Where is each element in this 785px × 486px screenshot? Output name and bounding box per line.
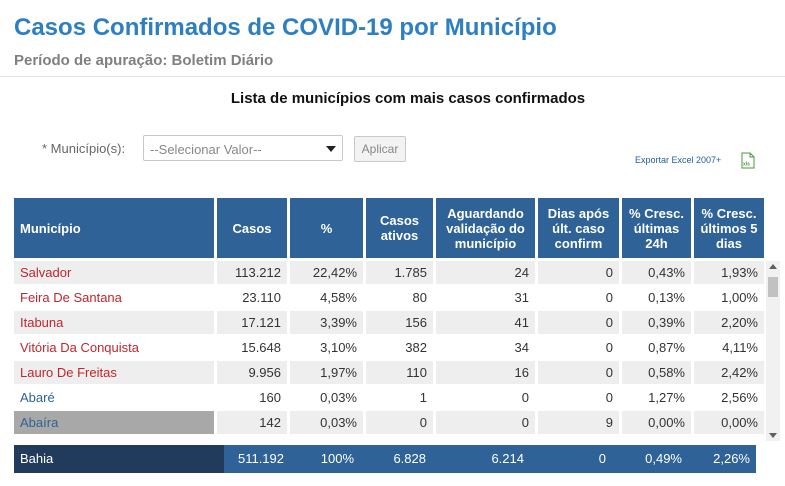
cell-aguardando: 24 xyxy=(436,261,535,284)
cell-casos-ativos: 382 xyxy=(366,336,433,359)
municipio-select-value: --Selecionar Valor-- xyxy=(150,142,262,157)
column-header-casos: Casos xyxy=(217,198,287,258)
total-casos: 511.192 xyxy=(237,451,284,466)
cell-aguardando: 41 xyxy=(436,311,535,334)
cell-aguardando: 16 xyxy=(436,361,535,384)
cell-casos: 113.212 xyxy=(217,261,287,284)
cell-percent: 3,39% xyxy=(290,311,363,334)
total-cresc-5d: 2,26% xyxy=(713,451,750,466)
header-divider xyxy=(0,76,785,77)
total-percent: 100% xyxy=(320,451,354,466)
column-header-cresc-5d: % Cresc. últimos 5 dias xyxy=(694,198,764,258)
cell-cresc-5d: 1,93% xyxy=(694,261,764,284)
cell-cresc-5d: 2,20% xyxy=(694,311,764,334)
municipio-name-cell[interactable]: Feira De Santana xyxy=(14,286,214,309)
cell-casos: 9.956 xyxy=(217,361,287,384)
page-subtitle: Período de apuração: Boletim Diário xyxy=(14,52,274,69)
chevron-down-icon xyxy=(326,146,336,152)
cell-percent: 0,03% xyxy=(290,411,363,434)
total-label: Bahia xyxy=(20,451,54,466)
municipio-name-cell[interactable]: Vitória Da Conquista xyxy=(14,336,214,359)
cell-dias-apos: 0 xyxy=(538,286,619,309)
cell-casos-ativos: 156 xyxy=(366,311,433,334)
cell-dias-apos: 0 xyxy=(538,311,619,334)
cell-percent: 1,97% xyxy=(290,361,363,384)
scroll-thumb[interactable] xyxy=(768,277,778,297)
cell-aguardando: 0 xyxy=(436,386,535,409)
cell-casos-ativos: 0 xyxy=(366,411,433,434)
cell-percent: 4,58% xyxy=(290,286,363,309)
cell-aguardando: 31 xyxy=(436,286,535,309)
cell-cresc-5d: 2,56% xyxy=(694,386,764,409)
cell-casos: 15.648 xyxy=(217,336,287,359)
cell-casos: 160 xyxy=(217,386,287,409)
scroll-down-icon[interactable] xyxy=(769,433,777,438)
column-header-percent: % xyxy=(290,198,363,258)
cell-percent: 0,03% xyxy=(290,386,363,409)
cell-cresc-5d: 1,00% xyxy=(694,286,764,309)
municipio-select[interactable] xyxy=(143,135,343,161)
cell-percent: 3,10% xyxy=(290,336,363,359)
section-title: Lista de municípios com mais casos confirmados xyxy=(230,90,586,107)
cell-cresc-24h: 0,13% xyxy=(622,286,691,309)
column-header-casos-ativos: Casos ativos xyxy=(366,198,433,258)
cell-cresc-5d: 0,00% xyxy=(694,411,764,434)
cell-casos-ativos: 1 xyxy=(366,386,433,409)
cell-cresc-24h: 0,87% xyxy=(622,336,691,359)
total-aguardando: 6.214 xyxy=(491,451,524,466)
cell-dias-apos: 9 xyxy=(538,411,619,434)
cell-percent: 22,42% xyxy=(290,261,363,284)
cell-cresc-5d: 2,42% xyxy=(694,361,764,384)
cell-aguardando: 0 xyxy=(436,411,535,434)
column-header-municipio: Município xyxy=(14,198,214,258)
export-excel-link[interactable]: Exportar Excel 2007+ xyxy=(635,155,722,165)
cell-cresc-24h: 1,27% xyxy=(622,386,691,409)
municipio-name-cell[interactable]: Itabuna xyxy=(14,311,214,334)
cell-dias-apos: 0 xyxy=(538,386,619,409)
total-dias-apos: 0 xyxy=(598,451,606,466)
svg-text:xls: xls xyxy=(743,161,750,168)
cell-cresc-5d: 4,11% xyxy=(694,336,764,359)
total-row xyxy=(14,445,756,473)
table-scrollbar[interactable] xyxy=(766,261,780,441)
municipio-name-cell[interactable]: Salvador xyxy=(14,261,214,284)
cell-casos: 17.121 xyxy=(217,311,287,334)
apply-button[interactable]: Aplicar xyxy=(354,136,406,162)
municipio-name-cell[interactable]: Lauro De Freitas xyxy=(14,361,214,384)
cell-aguardando: 34 xyxy=(436,336,535,359)
column-header-aguardando: Aguardando validação do município xyxy=(436,198,535,258)
excel-file-icon[interactable] xyxy=(741,152,755,169)
column-header-cresc-24h: % Cresc. últimas 24h xyxy=(622,198,691,258)
cell-dias-apos: 0 xyxy=(538,336,619,359)
cell-cresc-24h: 0,43% xyxy=(622,261,691,284)
cell-dias-apos: 0 xyxy=(538,261,619,284)
cell-casos-ativos: 110 xyxy=(366,361,433,384)
cell-casos-ativos: 1.785 xyxy=(366,261,433,284)
total-casos-ativos: 6.828 xyxy=(393,451,426,466)
municipio-filter-label: * Município(s): xyxy=(42,141,126,156)
cell-cresc-24h: 0,39% xyxy=(622,311,691,334)
cell-dias-apos: 0 xyxy=(538,361,619,384)
cell-casos: 23.110 xyxy=(217,286,287,309)
cell-cresc-24h: 0,58% xyxy=(622,361,691,384)
cell-casos: 142 xyxy=(217,411,287,434)
page-title: Casos Confirmados de COVID-19 por Município xyxy=(14,14,557,41)
scroll-up-icon[interactable] xyxy=(769,264,777,269)
total-cresc-24h: 0,49% xyxy=(645,451,682,466)
cell-cresc-24h: 0,00% xyxy=(622,411,691,434)
municipio-name-cell[interactable]: Abaíra xyxy=(14,411,214,434)
column-header-dias-apos: Dias após últ. caso confirm xyxy=(538,198,619,258)
cell-casos-ativos: 80 xyxy=(366,286,433,309)
municipio-name-cell[interactable]: Abaré xyxy=(14,386,214,409)
